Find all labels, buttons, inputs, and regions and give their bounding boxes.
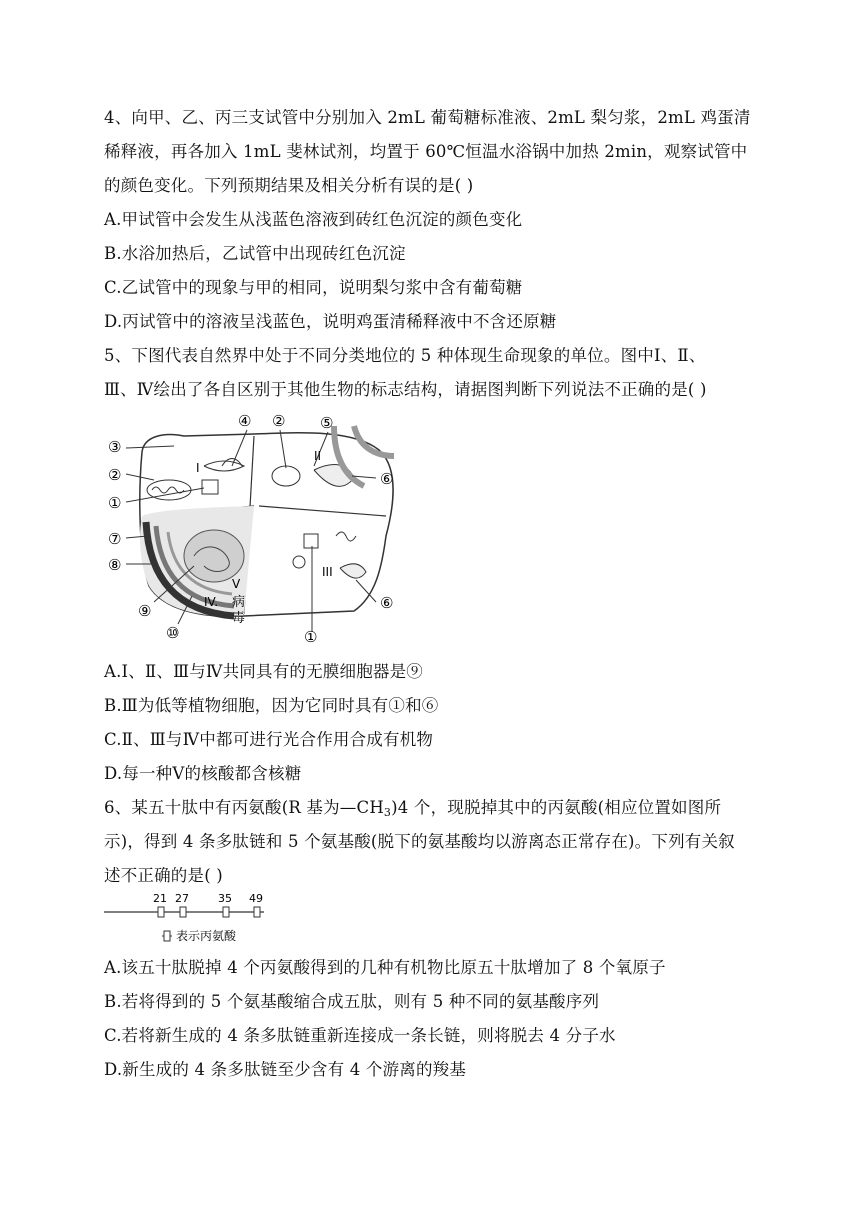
q4-option-c: C.乙试管中的现象与甲的相同，说明梨匀浆中含有葡萄糖 — [104, 278, 523, 297]
q5-option-c: C.Ⅱ、Ⅲ与Ⅳ中都可进行光合作用合成有机物 — [104, 730, 434, 749]
label-10: ⑩ — [166, 624, 180, 642]
q6-stem-line-1 — [104, 794, 721, 818]
cell-structure-diagram — [104, 406, 414, 646]
region-label-i: I — [196, 461, 200, 475]
q6-option-b: B.若将得到的 5 个氨基酸缩合成五肽，则有 5 种不同的氨基酸序列 — [104, 992, 600, 1011]
q5-option-d: D.每一种Ⅴ的核酸都含核糖 — [104, 764, 302, 783]
chloroplast-iii — [340, 564, 366, 578]
pointer-2-top — [280, 430, 286, 468]
pointer-3 — [126, 446, 174, 448]
label-9: ⑨ — [138, 602, 152, 620]
q6-option-c: C.若将新生成的 4 条多肽链重新连接成一条长链，则将脱去 4 分子水 — [104, 1026, 616, 1045]
q6-option-a: A.该五十肽脱掉 4 个丙氨酸得到的几种有机物比原五十肽增加了 8 个氧原子 — [104, 958, 666, 977]
er-iii — [336, 532, 356, 541]
q6-option-d: D.新生成的 4 条多肽链至少含有 4 个游离的羧基 — [104, 1060, 467, 1079]
position-27: 27 — [175, 892, 189, 905]
q5-stem-line-2: Ⅲ、Ⅳ绘出了各自区别于其他生物的标志结构，请据图判断下列说法不正确的是( ) — [104, 380, 707, 399]
pointer-4 — [232, 430, 247, 466]
position-35: 35 — [218, 892, 232, 905]
q6-stem-line-3: 述不正确的是( ) — [104, 866, 223, 885]
q4-stem-line-1: 4、向甲、乙、丙三支试管中分别加入 2mL 葡萄糖标准液、2mL 梨匀浆，2mL 鸡蛋清 — [104, 108, 751, 127]
peptide-chain-diagram — [104, 890, 284, 950]
label-1-bottom: ① — [304, 628, 318, 646]
q6-stem-line-2: 示)，得到 4 条多肽链和 5 个氨基酸(脱下的氨基酸均以游离态正常存在)。下列有关叙 — [104, 832, 735, 851]
alanine-marker-35 — [223, 907, 229, 917]
q4-option-d: D.丙试管中的溶液呈浅蓝色，说明鸡蛋清稀释液中不含还原糖 — [104, 312, 557, 331]
label-3: ③ — [108, 438, 122, 456]
q5-stem-line-1: 5、下图代表自然界中处于不同分类地位的 5 种体现生命现象的单位。图中Ⅰ、Ⅱ、 — [104, 346, 706, 365]
divider-right — [259, 506, 386, 516]
label-6-top: ⑥ — [380, 470, 394, 488]
q6-stem-line-1-b: )4 个，现脱掉其中的丙氨酸(相应位置如图所 — [391, 798, 722, 817]
centriole-iii — [304, 534, 318, 548]
region-label-ii: II — [314, 449, 322, 463]
virus-label-2: 毒 — [232, 611, 246, 626]
q4-option-a: A.甲试管中会发生从浅蓝色溶液到砖红色沉淀的颜色变化 — [104, 210, 523, 229]
label-4: ④ — [238, 412, 252, 430]
alanine-marker-27 — [180, 907, 186, 917]
q5-option-a: A.Ⅰ、Ⅱ、Ⅲ与Ⅳ共同具有的无膜细胞器是⑨ — [104, 662, 423, 681]
label-5: ⑤ — [320, 414, 334, 432]
q4-stem-line-2: 稀释液，再各加入 1mL 斐林试剂，均置于 60℃恒温水浴锅中加热 2min，观察试管中 — [104, 142, 748, 161]
label-2-top: ② — [272, 412, 286, 430]
nucleoid — [184, 530, 244, 582]
region-label-iii: III — [322, 565, 333, 579]
legend-marker — [164, 931, 170, 941]
virus-label-1: 病 — [232, 595, 246, 610]
label-1-left: ① — [108, 494, 122, 512]
region-label-iv: IV. — [204, 595, 219, 609]
label-6-bottom: ⑥ — [380, 594, 394, 612]
alanine-marker-21 — [158, 907, 164, 917]
q6-stem-line-1-a: 6、某五十肽中有丙氨酸(R 基为—CH — [104, 798, 384, 817]
q6-stem-subscript: 3 — [383, 806, 392, 819]
alanine-marker-49 — [254, 907, 260, 917]
label-8: ⑧ — [108, 556, 122, 574]
q4-stem-line-3: 的颜色变化。下列预期结果及相关分析有误的是( ) — [104, 176, 474, 195]
q4-option-b: B.水浴加热后，乙试管中出现砖红色沉淀 — [104, 244, 406, 263]
mitochondrion-ii — [272, 466, 300, 486]
label-2-left: ② — [108, 466, 122, 484]
region-label-v: V — [232, 577, 241, 591]
label-7: ⑦ — [108, 530, 122, 548]
position-49: 49 — [249, 892, 263, 905]
position-21: 21 — [153, 892, 167, 905]
q5-option-b: B.Ⅲ为低等植物细胞，因为它同时具有①和⑥ — [104, 696, 439, 715]
centriole — [202, 480, 218, 494]
ribosome-iii — [293, 556, 305, 568]
legend-text: 表示丙氨酸 — [176, 929, 237, 943]
